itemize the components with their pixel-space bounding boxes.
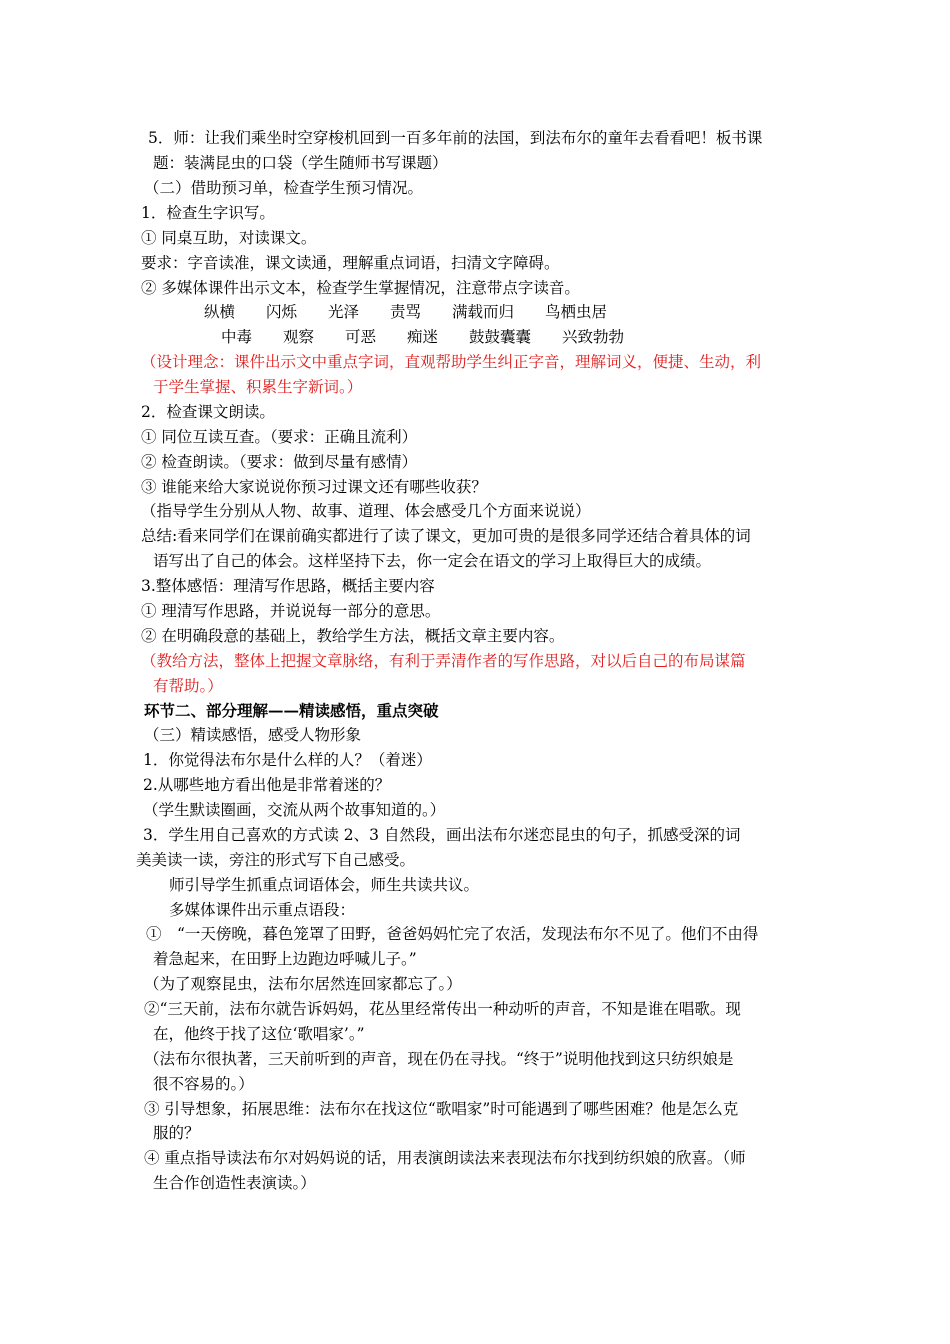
question-2: 2.从哪些地方看出他是非常着迷的？ xyxy=(143,776,391,794)
passage-1-continued: 着急起来，在田野上边跑边呼喊儿子。” xyxy=(153,950,417,968)
design-note-1-continued: 于学生掌握、积累生字新词。） xyxy=(153,378,363,396)
question-1: 1．你觉得法布尔是什么样的人？（着迷） xyxy=(143,751,432,769)
design-note-2: （教给方法，整体上把握文章脉络，有利于弄清作者的写作思路，对以后自己的布局谋篇 xyxy=(141,652,746,670)
item-4-reading-guidance: ④ 重点指导读法布尔对妈妈说的话，用表演朗读法来表现法布尔找到纺织娘的欣喜。（师 xyxy=(144,1149,746,1167)
part-two-heading: 环节二、部分理解——精读感悟，重点突破 xyxy=(144,701,439,720)
summary-paragraph: 总结:看来同学们在课前确实都进行了读了课文，更加可贵的是很多同学还结合着具体的词 xyxy=(141,527,751,545)
step-2-guidance: （指导学生分别从人物、故事、道理、体会感受几个方面来说说） xyxy=(141,502,591,520)
step-2-heading: 2．检查课文朗读。 xyxy=(141,403,275,421)
design-note-1: （设计理念：课件出示文中重点字词，直观帮助学生纠正字音，理解词义，便捷、生动，利 xyxy=(141,353,762,371)
passage-1-note: （为了观察昆虫，法布尔居然连回家都忘了。） xyxy=(144,975,462,993)
step-1-item-2: ② 多媒体课件出示文本，检查学生掌握情况，注意带点字读音。 xyxy=(141,279,580,297)
item-4-reading-guidance-continued: 生合作创造性表演读。） xyxy=(153,1174,316,1192)
step-3-item-1: ① 理清写作思路，并说说每一部分的意思。 xyxy=(141,602,441,620)
step-1-heading: 1．检查生字识写。 xyxy=(141,204,275,222)
teacher-guidance: 师引导学生抓重点词语体会，师生共读共议。 xyxy=(169,876,480,894)
section-heading-preview-check: （二）借助预习单，检查学生预习情况。 xyxy=(144,179,424,197)
item-5-teacher-intro: 5．师：让我们乘坐时空穿梭机回到一百多年前的法国，到法布尔的童年去看看吧！板书课 xyxy=(148,129,763,147)
item-3-imagination: ③ 引导想象，拓展思维：法布尔在找这位“歌唱家”时可能遇到了哪些困难？他是怎么克 xyxy=(144,1100,739,1118)
passage-1: ① “一天傍晚，暮色笼罩了田野，爸爸妈妈忙完了农活，发现法布尔不见了。他们不由得 xyxy=(146,925,759,943)
step-2-item-3: ③ 谁能来给大家说说你预习过课文还有哪些收获？ xyxy=(141,478,487,496)
vocabulary-row-1: 纵横 闪烁 光泽 责骂 满载而归 鸟栖虫居 xyxy=(204,303,608,321)
question-3-continued: 美美读一读，旁注的形式写下自己感受。 xyxy=(136,851,416,869)
passage-2-continued: 在，他终于找了这位‘歌唱家’。” xyxy=(153,1025,365,1043)
step-3-heading: 3.整体感悟：理清写作思路，概括主要内容 xyxy=(141,577,435,595)
section-heading-close-reading: （三）精读感悟，感受人物形象 xyxy=(144,726,362,744)
passage-2-note: （法布尔很执著，三天前听到的声音，现在仍在寻找。“终于”说明他找到这只纺织娘是 xyxy=(144,1050,734,1068)
step-2-item-2: ② 检查朗读。（要求：做到尽量有感情） xyxy=(141,453,418,471)
passage-2-note-continued: 很不容易的。） xyxy=(153,1075,254,1093)
multimedia-passages-intro: 多媒体课件出示重点语段： xyxy=(169,901,356,919)
summary-paragraph-continued: 语写出了自己的体会。这样坚持下去，你一定会在语文的学习上取得巨大的成绩。 xyxy=(153,552,712,570)
vocabulary-row-2: 中毒 观察 可恶 痴迷 鼓鼓囊囊 兴致勃勃 xyxy=(221,328,625,346)
step-3-item-2: ② 在明确段意的基础上，教给学生方法，概括文章主要内容。 xyxy=(141,627,565,645)
step-1-item-1: ① 同桌互助，对读课文。 xyxy=(141,229,317,247)
step-2-item-1: ① 同位互读互查。（要求：正确且流利） xyxy=(141,428,418,446)
design-note-2-continued: 有帮助。） xyxy=(153,677,223,695)
item-5-continued: 题：装满昆虫的口袋（学生随师书写课题） xyxy=(153,154,448,172)
item-3-imagination-continued: 服的？ xyxy=(153,1124,200,1142)
question-2-note: （学生默读圈画，交流从两个故事知道的。） xyxy=(143,801,446,819)
question-3: 3．学生用自己喜欢的方式读 2、3 自然段，画出法布尔迷恋昆虫的句子，抓感受深的词 xyxy=(143,826,741,844)
passage-2: ②“三天前，法布尔就告诉妈妈，花丛里经常传出一种动听的声音，不知是谁在唱歌。现 xyxy=(144,1000,741,1018)
step-1-requirement: 要求：字音读准，课文读通，理解重点词语，扫清文字障碍。 xyxy=(141,254,560,272)
